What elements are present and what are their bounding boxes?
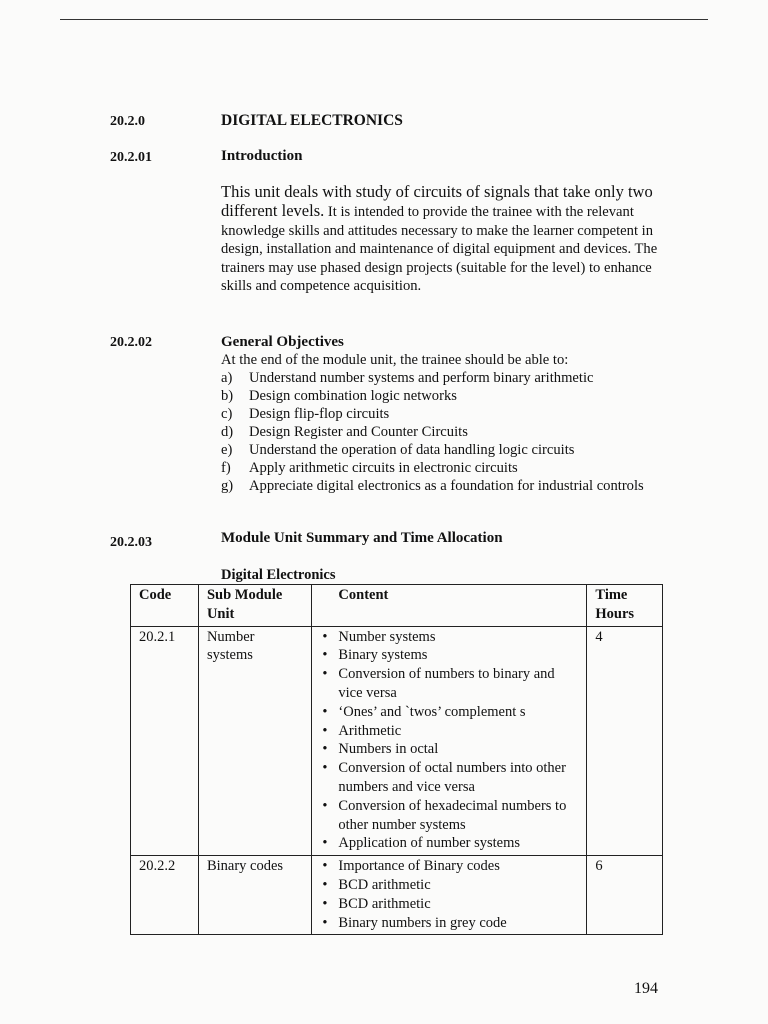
section-title: Introduction	[221, 148, 303, 164]
column-header-content: Content	[312, 585, 587, 627]
item-letter: a)	[221, 370, 233, 386]
item-text: Design Register and Counter Circuits	[249, 424, 468, 440]
table-row	[131, 856, 663, 935]
list-item: • Conversion of numbers to binary and vice versa	[338, 665, 578, 703]
section-number: 20.2.03	[110, 535, 152, 550]
item-text: Design combination logic networks	[249, 388, 457, 404]
list-item: • Arithmetic	[338, 722, 578, 741]
top-rule	[60, 19, 708, 20]
cell-sub-module: Number systems	[198, 626, 311, 856]
list-item	[221, 459, 681, 477]
table-caption: Digital Electronics	[221, 567, 336, 583]
list-item: • Number systems	[338, 628, 578, 647]
content-list	[320, 628, 578, 854]
section-number: 20.2.01	[110, 150, 152, 165]
content-list	[320, 857, 578, 932]
list-item	[221, 477, 681, 495]
list-item: • Binary systems	[338, 646, 578, 665]
item-text: Understand number systems and perform binary arithmetic	[249, 370, 594, 386]
general-objectives	[221, 333, 681, 495]
intro-lead: This unit deals with study of circuits of signals that take only two different levels.	[221, 182, 653, 221]
list-item	[221, 405, 681, 423]
cell-hours: 6	[587, 856, 663, 935]
list-item	[221, 369, 681, 387]
list-item: • Application of number systems	[338, 834, 578, 853]
item-text: Design flip-flop circuits	[249, 406, 390, 422]
table-row	[131, 626, 663, 856]
cell-code: 20.2.2	[131, 856, 199, 935]
intro-rest: It is intended to provide the trainee with the relevant knowledge skills and attitudes necessary to make the learner competent in design, installation and maintenance of digital equipment and devices. The trainers may use phased design projects (suitable for the level) to enhance skills and competence acquisition.	[221, 204, 658, 295]
item-text: Understand the operation of data handling logic circuits	[249, 442, 575, 458]
cell-content	[312, 856, 587, 935]
item-text: Appreciate digital electronics as a foundation for industrial controls	[249, 478, 644, 494]
cell-hours: 4	[587, 626, 663, 856]
item-letter: d)	[221, 424, 234, 440]
list-item: • Conversion of octal numbers into other numbers and vice versa	[338, 759, 578, 797]
list-item: • Numbers in octal	[338, 740, 578, 759]
section-title: Module Unit Summary and Time Allocation	[221, 530, 503, 546]
summary-table	[130, 584, 663, 935]
table-header-row	[131, 585, 663, 627]
item-letter: e)	[221, 442, 233, 458]
section-number: 20.2.0	[110, 114, 145, 129]
list-item: • Binary numbers in grey code	[338, 914, 578, 933]
list-item: • ‘Ones’ and `twos’ complement s	[338, 703, 578, 722]
item-letter: b)	[221, 388, 234, 404]
item-letter: g)	[221, 478, 234, 494]
item-letter: f)	[221, 460, 231, 476]
page-number: 194	[634, 980, 658, 997]
item-text: Apply arithmetic circuits in electronic circuits	[249, 460, 518, 476]
list-item: • Conversion of hexadecimal numbers to other number systems	[338, 797, 578, 835]
list-item: • Importance of Binary codes	[338, 857, 578, 876]
list-item	[221, 387, 681, 405]
list-item: • BCD arithmetic	[338, 895, 578, 914]
cell-code: 20.2.1	[131, 626, 199, 856]
column-header-code: Code	[131, 585, 199, 627]
column-header-sub-module: Sub Module Unit	[198, 585, 311, 627]
cell-sub-module: Binary codes	[198, 856, 311, 935]
item-letter: c)	[221, 406, 233, 422]
introduction-paragraph	[221, 183, 681, 295]
objectives-list	[221, 369, 681, 495]
section-title: DIGITAL ELECTRONICS	[221, 112, 403, 129]
cell-content	[312, 626, 587, 856]
list-item	[221, 423, 681, 441]
list-item	[221, 441, 681, 459]
objectives-intro: At the end of the module unit, the trainee should be able to:	[221, 352, 569, 368]
column-header-time-hours: Time Hours	[587, 585, 663, 627]
list-item: • BCD arithmetic	[338, 876, 578, 895]
section-number: 20.2.02	[110, 335, 152, 350]
section-title: General Objectives	[221, 334, 344, 350]
